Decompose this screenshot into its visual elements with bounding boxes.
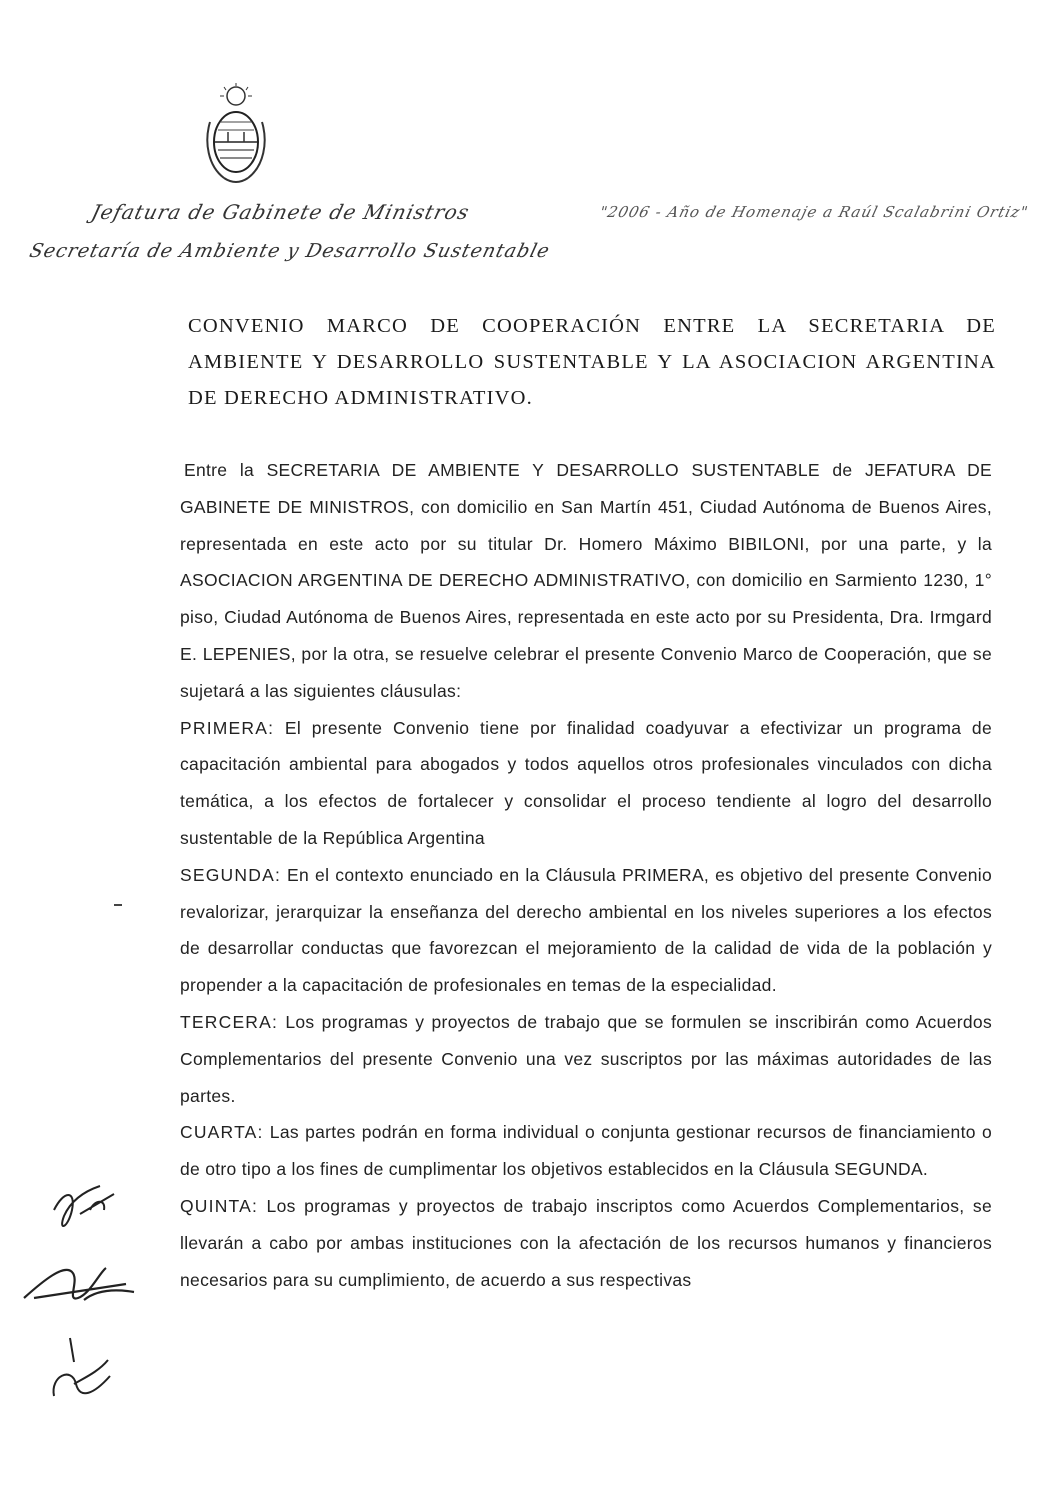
- document-body: [180, 452, 992, 1298]
- clause-quinta: [180, 1188, 992, 1298]
- intro-paragraph: Entre la SECRETARIA DE AMBIENTE Y DESARROLLO SUSTENTABLE de JEFATURA DE GABINETE DE MINISTROS, con domicilio en San Martín 451, Ciudad Autónoma de Buenos Aires, representada en este acto por su titular Dr. Homero Máximo BIBILONI, por una parte, y la ASOCIACION ARGENTINA DE DERECHO ADMINISTRATIVO, con domicilio en Sarmiento 1230, 1° piso, Ciudad Autónoma de Buenos Aires, representada en este acto por su Presidenta, Dra. Irmgard E. LEPENIES, por la otra, se resuelve celebrar el presente Convenio Marco de Cooperación, que se sujetará a las siguientes cláusulas:: [180, 460, 992, 701]
- clause-text: Los programas y proyectos de trabajo que se formulen se inscribirán como Acuerdos Complementarios del presente Convenio una vez suscriptos por las máximas autoridades de las partes.: [180, 1011, 992, 1106]
- clause-tercera: [180, 1004, 992, 1114]
- coat-of-arms-seal-icon: [200, 82, 272, 192]
- clause-text: Los programas y proyectos de trabajo inscriptos como Acuerdos Complementarios, se llevarán a cabo por ambas instituciones con la afectación de los recursos humanos y financieros necesarios para su cumplimiento, de acuerdo a sus respectivas: [180, 1195, 993, 1290]
- handwritten-initials-signature: [14, 1180, 154, 1410]
- clause-text: En el contexto enunciado en la Cláusula PRIMERA, es objetivo del presente Convenio revalorizar, jerarquizar la enseñanza del derecho ambiental en los niveles superiores a los efectos de desarrollar conductas que favorezcan el mejoramiento de la calidad de vida de la población y propender a la capacitación de profesionales en temas de la especialidad.: [180, 864, 992, 996]
- clause-text: Las partes podrán en forma individual o conjunta gestionar recursos de financiamiento o de otro tipo a los fines de cumplimentar los objetivos establecidos en la Cláusula SEGUNDA.: [180, 1122, 992, 1180]
- clause-cuarta: [180, 1114, 992, 1188]
- margin-mark: [114, 904, 122, 906]
- clause-title: CUARTA:: [180, 1122, 264, 1143]
- clause-primera: [180, 710, 992, 857]
- clause-title: TERCERA:: [180, 1011, 279, 1032]
- clause-title: PRIMERA:: [180, 717, 275, 738]
- clause-title: QUINTA:: [180, 1195, 259, 1216]
- document-title: CONVENIO MARCO DE COOPERACIÓN ENTRE LA SECRETARIA DE AMBIENTE Y DESARROLLO SUSTENTABLE Y LA ASOCIACION ARGENTINA DE DERECHO ADMINISTRATIVO.: [188, 315, 996, 409]
- header-ministry-line: Jefatura de Gabinete de Ministros: [89, 200, 473, 224]
- clause-segunda: [180, 857, 992, 1004]
- clause-title: SEGUNDA:: [180, 864, 282, 885]
- header-year-motto: "2006 - Año de Homenaje a Raúl Scalabrini Ortiz": [597, 203, 1031, 221]
- clause-text: El presente Convenio tiene por finalidad coadyuvar a efectivizar un programa de capacitación ambiental para abogados y todos aquellos otros profesionales vinculados con dicha temática, a los efectos de fortalecer y consolidar el proceso tendiente al logro del desarrollo sustentable de la República Argentina: [180, 717, 992, 848]
- header-secretariat-line: Secretaría de Ambiente y Desarrollo Sustentable: [27, 240, 553, 262]
